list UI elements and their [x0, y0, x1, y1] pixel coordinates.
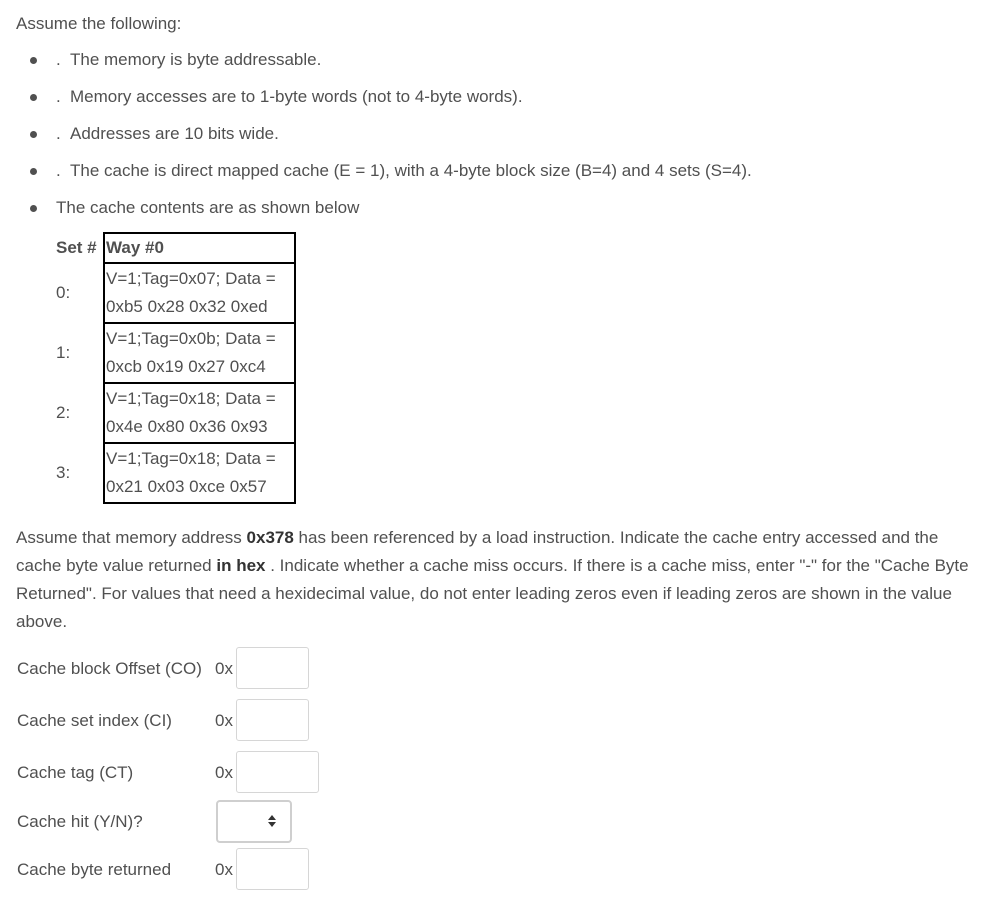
byte-input[interactable]: [236, 848, 309, 890]
intro-text: Assume the following:: [16, 14, 182, 33]
list-item: [0, 85, 752, 122]
list-item: [0, 159, 752, 196]
cache-entry-line1: V=1;Tag=0x18; Data =: [106, 449, 276, 468]
set-index-label: Cache set index (CI): [17, 711, 172, 730]
tag-row: [17, 751, 233, 795]
offset-label: Cache block Offset (CO): [17, 659, 202, 678]
hit-select[interactable]: [216, 800, 292, 843]
bullet-icon: [30, 131, 37, 138]
question-text: [16, 524, 978, 636]
list-item-prefix: .: [56, 161, 61, 180]
cache-entry-line1: V=1;Tag=0x07; Data =: [106, 269, 276, 288]
cache-table-wrapper: [56, 232, 296, 504]
list-item-prefix: .: [56, 87, 61, 106]
hex-prefix: 0x: [215, 860, 233, 879]
cache-entry-line2: 0xb5 0x28 0x32 0xed: [106, 297, 268, 316]
cache-entry-line1: V=1;Tag=0x18; Data =: [106, 389, 276, 408]
question-part1: Assume that memory address: [16, 528, 247, 547]
list-item: [0, 196, 752, 233]
list-item-text: The cache is direct mapped cache (E = 1), with a 4-byte block size (B=4) and 4 sets (S=4).: [70, 161, 752, 180]
hex-prefix: 0x: [215, 711, 233, 730]
cache-entry-line2: 0xcb 0x19 0x27 0xc4: [106, 357, 266, 376]
question-part2: has been referenced by a load instruction. Indicate the cache entry accessed and the cache byte value returned: [16, 528, 939, 575]
assumptions-list: [0, 48, 752, 233]
byte-row: [17, 848, 233, 892]
bullet-icon: [30, 205, 37, 212]
hit-label: Cache hit (Y/N)?: [17, 812, 143, 831]
list-item-text: The cache contents are as shown below: [56, 198, 360, 217]
question-emphasis: in hex: [216, 556, 266, 575]
select-arrows-icon: [268, 814, 276, 828]
tag-label: Cache tag (CT): [17, 763, 134, 782]
set-number: 1:: [56, 343, 71, 362]
list-item-prefix: .: [56, 50, 61, 69]
cache-table: [56, 232, 296, 504]
question-address: 0x378: [246, 528, 294, 547]
set-index-input[interactable]: [236, 699, 309, 741]
column-header-way: Way #0: [104, 233, 295, 263]
set-number: 2:: [56, 403, 71, 422]
table-row: [56, 383, 295, 443]
bullet-icon: [30, 94, 37, 101]
list-item-text: The memory is byte addressable.: [70, 50, 322, 69]
list-item-text: Addresses are 10 bits wide.: [70, 124, 279, 143]
offset-input[interactable]: [236, 647, 309, 689]
cache-entry-line2: 0x4e 0x80 0x36 0x93: [106, 417, 268, 436]
list-item: [0, 122, 752, 159]
offset-row: [17, 647, 233, 691]
set-number: 0:: [56, 283, 71, 302]
cache-entry-line2: 0x21 0x03 0xce 0x57: [106, 477, 267, 496]
cache-entry: [104, 323, 295, 383]
list-item-prefix: .: [56, 124, 61, 143]
cache-entry: [104, 383, 295, 443]
hit-row: [17, 800, 143, 844]
table-header-row: [56, 233, 295, 263]
table-row: [56, 263, 295, 323]
list-item-text: Memory accesses are to 1-byte words (not to 4-byte words).: [70, 87, 523, 106]
cache-entry-line1: V=1;Tag=0x0b; Data =: [106, 329, 276, 348]
set-number: 3:: [56, 463, 71, 482]
bullet-icon: [30, 57, 37, 64]
byte-label: Cache byte returned: [17, 860, 172, 879]
cache-entry: [104, 263, 295, 323]
question-part3: . Indicate whether a cache miss occurs. If there is a cache miss, enter "-" for the "Cache Byte Returned". For values that need a hexidecimal value, do not enter leading zeros even if leading zeros are shown in the value above.: [16, 556, 969, 631]
hex-prefix: 0x: [215, 763, 233, 782]
list-item: [0, 48, 752, 85]
set-index-row: [17, 699, 233, 743]
table-row: [56, 323, 295, 383]
tag-input[interactable]: [236, 751, 319, 793]
bullet-icon: [30, 168, 37, 175]
cache-entry: [104, 443, 295, 503]
column-header-set: Set #: [56, 238, 97, 257]
hex-prefix: 0x: [215, 659, 233, 678]
table-row: [56, 443, 295, 503]
